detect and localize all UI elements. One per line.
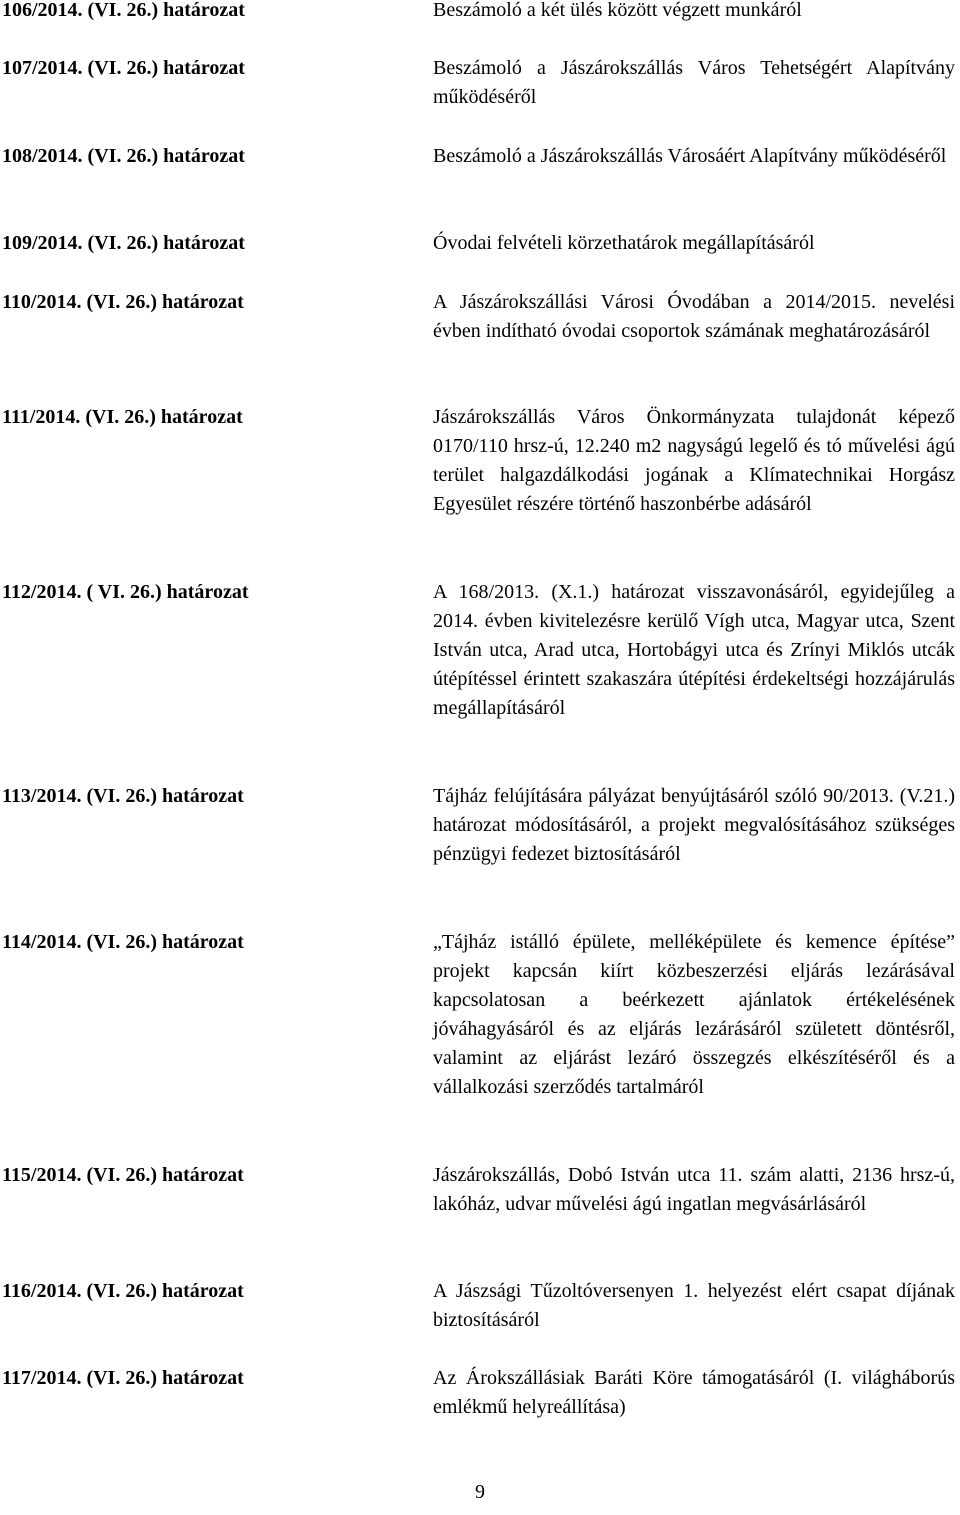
resolution-title: Jászárokszállás, Dobó István utca 11. szám alatti, 2136 hrsz-ú, lakóház, udvar művelési ágú ingatlan megvásárlásáról [433, 1164, 955, 1215]
resolution-number: 115/2014. (VI. 26.) határozat [2, 1164, 244, 1186]
resolution-number: 107/2014. (VI. 26.) határozat [2, 57, 245, 79]
resolution-number: 117/2014. (VI. 26.) határozat [2, 1367, 244, 1389]
resolution-title: A Jászárokszállási Városi Óvodában a 2014/2015. nevelési évben indítható óvodai csoportok számának meghatározásáról [433, 291, 955, 342]
resolution-number: 106/2014. (VI. 26.) határozat [2, 0, 245, 21]
resolution-title: Az Árokszállásiak Baráti Köre támogatásáról (I. világháborús emlékmű helyreállítása) [433, 1367, 955, 1418]
resolution-number: 113/2014. (VI. 26.) határozat [2, 785, 244, 807]
resolution-number: 116/2014. (VI. 26.) határozat [2, 1280, 244, 1302]
resolution-title: Beszámoló a Jászárokszállás Város Tehetségért Alapítvány működéséről [433, 57, 955, 108]
resolution-number: 109/2014. (VI. 26.) határozat [2, 232, 245, 254]
resolution-title: Tájház felújítására pályázat benyújtásáról szóló 90/2013. (V.21.) határozat módosításáról, a projekt megvalósításához szükséges pénzügyi fedezet biztosításáról [433, 785, 955, 865]
resolution-number: 111/2014. (VI. 26.) határozat [2, 406, 243, 428]
resolution-title: Jászárokszállás Város Önkormányzata tulajdonát képező 0170/110 hrsz-ú, 12.240 m2 nagyságú legelő és tó művelési ágú terület halgazdálkodási jogának a Klímatechnikai Horgász Egyesület részére történő haszonbérbe adásáról [433, 406, 955, 515]
resolution-title: „Tájház istálló épülete, melléképülete és kemence építése” projekt kapcsán kiírt közbeszerzési eljárás lezárásával kapcsolatosan a beérkezett ajánlatok értékelésének jóváhagyásáról és az eljárás lezárásáról született döntésről, valamint az eljárást lezáró összegzés elkészítéséről és a vállalkozási szerződés tartalmáról [433, 931, 955, 1098]
resolution-title: A Jászsági Tűzoltóversenyen 1. helyezést elért csapat díjának biztosításáról [433, 1280, 955, 1331]
resolution-title: Óvodai felvételi körzethatárok megállapításáról [433, 232, 815, 254]
resolution-title: Beszámoló a két ülés között végzett munkáról [433, 0, 802, 21]
resolution-number: 114/2014. (VI. 26.) határozat [2, 931, 244, 953]
resolution-number: 112/2014. ( VI. 26.) határozat [2, 581, 249, 603]
resolution-number: 108/2014. (VI. 26.) határozat [2, 145, 245, 167]
resolution-title: A 168/2013. (X.1.) határozat visszavonásáról, egyidejűleg a 2014. évben kivitelezésre kerülő Vígh utca, Magyar utca, Szent István utca, Arad utca, Hortobágyi utca és Zrínyi Miklós utcák útépítéssel érintett szakaszára útépítési érdekeltségi hozzájárulás megállapításáról [433, 581, 955, 719]
page-number: 9 [475, 1481, 485, 1503]
resolution-number: 110/2014. (VI. 26.) határozat [2, 291, 244, 313]
resolution-title: Beszámoló a Jászárokszállás Városáért Alapítvány működéséről [433, 145, 947, 167]
